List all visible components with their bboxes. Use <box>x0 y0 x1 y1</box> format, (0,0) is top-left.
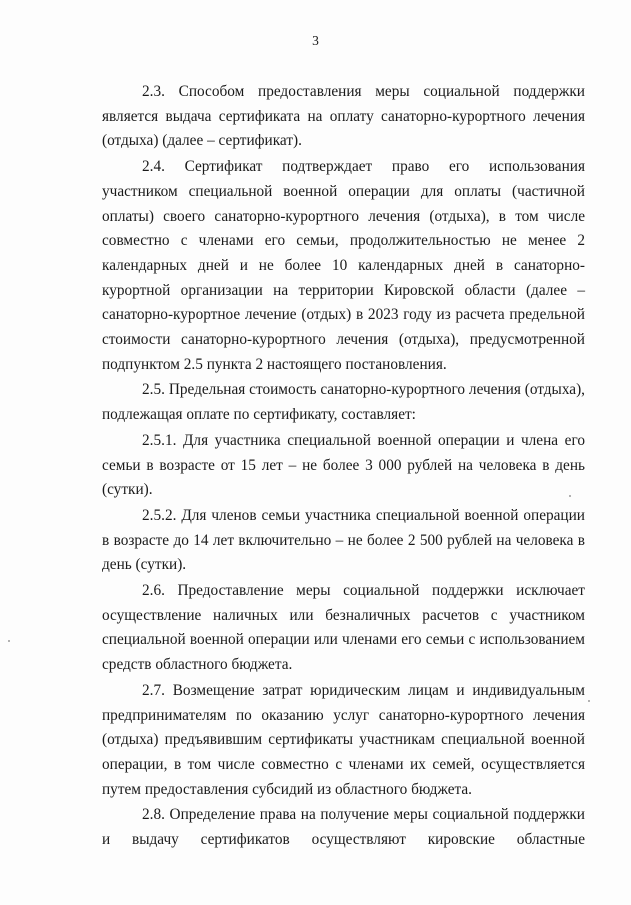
scan-speck <box>8 640 10 642</box>
paragraph-2-3: 2.3. Способом предоставления меры социальной поддержки является выдача сертификата на оплату санаторно-курортного лечения (отдыха) (далее – сертификат). <box>102 83 585 150</box>
paragraph-2-7: 2.7. Возмещение затрат юридическим лицам и индивидуальным предпринимателям по оказанию услуг санаторно-курортного лечения (отдыха) предъявившим сертификаты участникам специальной военной операции, в том числе совместно с членами их семей, осуществляется путем предоставления субсидий из областного бюджета. <box>102 681 585 798</box>
paragraph-2-4: 2.4. Сертификат подтверждает право его использования участником специальной военной операции для оплаты (частичной оплаты) своего санаторно-курортного лечения (отдыха), в том числе совместно с членами его семьи, продолжительностью не менее 2 календарных дней и не более 10 календарных дней в санаторно-курортной организации на территории Кировской области (далее – санаторно-курортное лечение (отдых) в 2023 году из расчета предельной стоимости санаторно-курортного лечения (отдыха), предусмотренной подпунктом 2.5 пункта 2 настоящего постановления. <box>102 158 585 373</box>
paragraph-2-6: 2.6. Предоставление меры социальной поддержки исключает осуществление наличных или безналичных расчетов с участником специальной военной операции или членами его семьи с использованием средств областного бюджета. <box>102 582 585 674</box>
paragraph-2-5-1: 2.5.1. Для участника специальной военной операции и члена его семьи в возрасте от 15 лет – не более 3 000 рублей на человека в день (сутки). <box>102 431 585 499</box>
paragraph-2-5: 2.5. Предельная стоимость санаторно-курортного лечения (отдыха), подлежащая оплате по сертификату, составляет: <box>102 381 585 424</box>
paragraph-2-8: 2.8. Определение права на получение меры социальной поддержки и выдачу сертификатов осуществляют кировские областные <box>102 806 585 849</box>
scan-speck <box>588 700 590 702</box>
paragraph-2-5-2: 2.5.2. Для членов семьи участника специальной военной операции в возрасте до 14 лет включительно – не более 2 500 рублей на человека в день (сутки). <box>102 506 585 574</box>
document-body <box>102 80 585 853</box>
page-number: 3 <box>312 33 319 48</box>
scan-speck <box>569 495 571 497</box>
